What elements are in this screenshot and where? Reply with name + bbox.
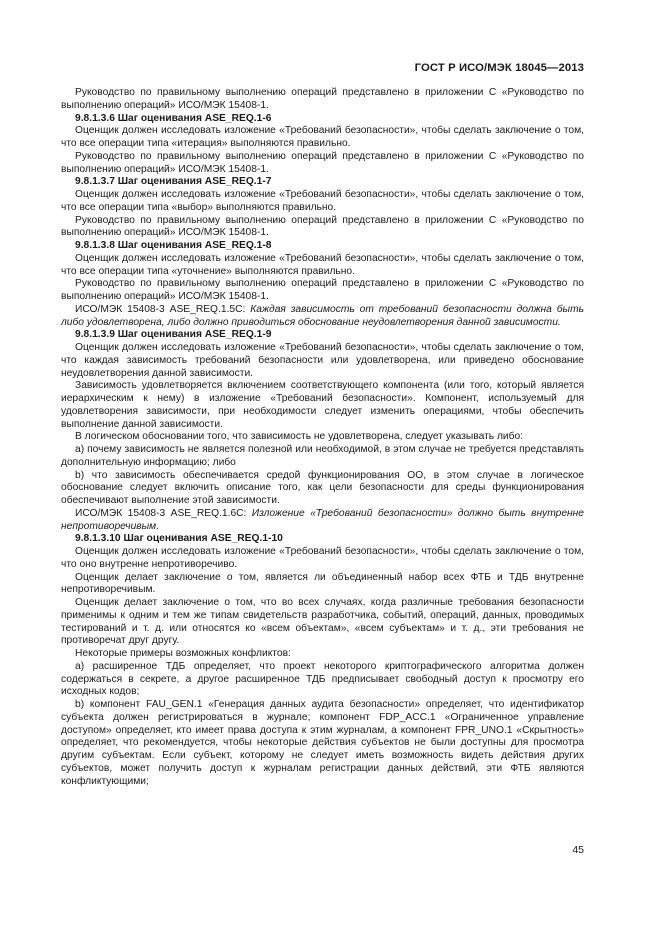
body-paragraph: Руководство по правильному выполнению операций представлено в приложении С «Руководство по выполнению операций» ИСО/МЭК 15408-1. (61, 150, 584, 175)
citation-text: Изложение «Требований безопасности» должно быть внутренне непротиворечивым. (61, 507, 585, 532)
citation-reference: ИСО/МЭК 15408-3 ASE_REQ.1.6C: (75, 507, 252, 519)
section-heading: 9.8.1.3.8 Шаг оценивания ASE_REQ.1-8 (75, 240, 272, 251)
page-header: ГОСТ Р ИСО/МЭК 18045—2013 (414, 62, 584, 74)
requirement-citation (61, 508, 584, 534)
citation-text: Каждая зависимость от требований безопасности должна быть либо удовлетворена, либо должно приводиться обоснование неудовлетворения данной зависимости. (61, 303, 584, 328)
body-paragraph: Оценщик должен исследовать изложение «Требований безопасности», чтобы сделать заключение о том, что все операции типа «итерация» выполняются правильно. (61, 125, 584, 149)
body-paragraph: Руководство по правильному выполнению операций представлено в приложении С «Руководство по выполнению операций» ИСО/МЭК 15408-1. (61, 278, 584, 302)
body-paragraph: Руководство по правильному выполнению операций представлено в приложении С «Руководство по выполнению операций» ИСО/МЭК 15408-1. (61, 87, 584, 111)
body-paragraph: а) расширенное ТДБ определяет, что проект некоторого криптографического алгоритма должен содержаться в секрете, а другое расширенное ТДБ предписывает свободный доступ к просмотру его исходных кодов; (61, 660, 584, 698)
section-heading: 9.8.1.3.7 Шаг оценивания ASE_REQ.1-7 (75, 176, 272, 188)
body-paragraph: Руководство по правильному выполнению операций представлено в приложении С «Руководство по выполнению операций» ИСО/МЭК 15408-1. (61, 214, 584, 239)
body-paragraph: b) компонент FAU_GEN.1 «Генерация данных аудита безопасности» определяет, что идентификатор субъекта должен регистрироваться в журнале; компонент FDP_ACC.1 «Ограниченное управление доступом» определяет, кто имеет права доступа к этим журналам, а компонент FPR_UNO.1 «Скрытность» определяет, что рекомендуется, чтобы некоторые действия субъектов не были доступны для просмотра другим субъектам. Если субъект, которому не следует иметь возможность видеть действия других субъектов, может получить доступ к журналам регистрации данных действий, эти ФТБ являются конфликтующими; (61, 699, 584, 787)
requirement-citation (61, 304, 584, 330)
body-paragraph: Оценщик должен исследовать изложение «Требований безопасности», чтобы сделать заключение о том, что все операции типа «выбор» выполняются правильно. (61, 189, 584, 213)
section-heading: 9.8.1.3.6 Шаг оценивания ASE_REQ.1-6 (75, 112, 272, 124)
body-paragraph: b) что зависимость обеспечивается средой функционирования ОО, в этом случае в логическое обоснование следует включить описание того, как цели безопасности для среды функционирования обеспечивают выполнение этой зависимости. (61, 469, 584, 506)
body-paragraph: Оценщик должен исследовать изложение «Требований безопасности», чтобы сделать заключение о том, что каждая зависимость требований безопасности или удовлетворена, или приведено обоснование неудовлетворения данной зависимости. (61, 342, 584, 379)
body-paragraph: Оценщик должен исследовать изложение «Требований безопасности», чтобы сделать заключение о том, что оно внутренне непротиворечиво. (61, 546, 584, 570)
document-body (61, 87, 584, 788)
citation-reference: ИСО/МЭК 15408-3 ASE_REQ.1.5C: (75, 303, 251, 315)
body-paragraph: Зависимость удовлетворяется включением соответствующего компонента (или того, который является иерархическим к нему) в изложение «Требований безопасности». Компонент, используемый для удовлетворения зависимости, при необходимости следует изменить операциями, чтобы обеспечить выполнение данной зависимости. (61, 380, 584, 430)
body-paragraph: Оценщик делает заключение о том, что во всех случаях, когда различные требования безопасности применимы к одним и тем же типам свидетельств разработчика, событий, операций, данных, проводимых тестирований и т. д. или относятся ко «всем объектам», «всем субъектам» и т. д., эти требования не противоречат друг другу. (61, 597, 584, 647)
body-paragraph: Некоторые примеры возможных конфликтов: (75, 648, 291, 659)
section-heading: 9.8.1.3.9 Шаг оценивания ASE_REQ.1-9 (75, 329, 272, 341)
body-paragraph: Оценщик делает заключение о том, является ли объединенный набор всех ФТБ и ТДБ внутренне непротиворечивым. (61, 571, 584, 596)
section-heading: 9.8.1.3.10 Шаг оценивания ASE_REQ.1-10 (75, 533, 283, 545)
body-paragraph: а) почему зависимость не является полезной или необходимой, в этом случае не требуется представлять дополнительную информацию; либо (61, 444, 584, 468)
body-paragraph: Оценщик должен исследовать изложение «Требований безопасности», чтобы сделать заключение о том, что все операции типа «уточнение» выполняются правильно. (61, 252, 584, 277)
body-paragraph: В логическом обосновании того, что зависимость не удовлетворена, следует указывать либо: (75, 431, 524, 443)
page-number: 45 (572, 844, 584, 856)
